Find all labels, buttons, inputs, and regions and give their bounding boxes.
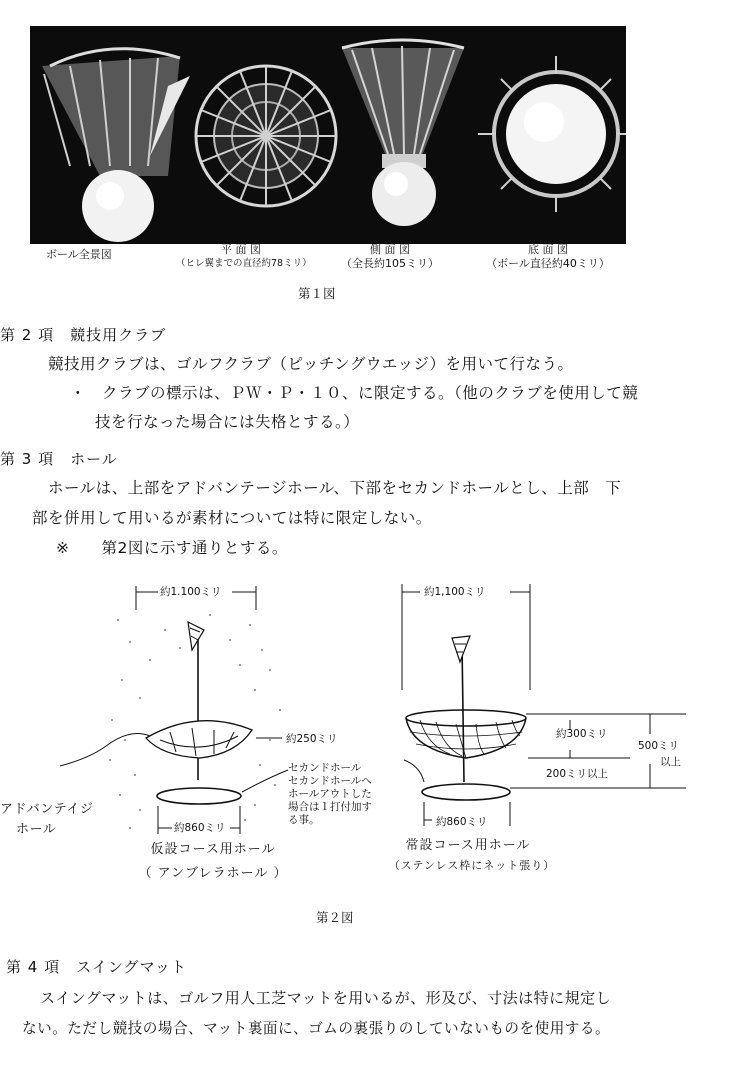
section-2-line-2: ・ クラブの標示は、ＰＷ・Ｐ・１０、に限定する。（他のクラブを使用して競 bbox=[70, 384, 639, 402]
section-4-line-1: スイングマットは、ゴルフ用人工芝マットを用いるが、形及び、寸法は特に規定し bbox=[40, 989, 612, 1007]
section-3-heading: 第 3 項 ホール bbox=[0, 450, 118, 468]
permanent-hole-caption-sub: （ステンレス枠にネット張り） bbox=[388, 859, 556, 872]
permanent-hole-caption: 常設コース用ホール bbox=[405, 838, 531, 853]
caption-plan-view bbox=[176, 243, 312, 271]
caption-plan-view-title: 平 面 図 bbox=[221, 243, 261, 256]
umbrella-height: 約250ミリ bbox=[286, 733, 338, 745]
caption-side-view-title: 側 面 図 bbox=[370, 243, 410, 256]
umbrella-hole-caption-sub: （ アンブレラホール ） bbox=[138, 866, 288, 881]
section-2-heading: 第 2 項 競技用クラブ bbox=[0, 326, 167, 344]
umbrella-top-width: 約1.100ミリ bbox=[160, 586, 222, 598]
total-height: 500ミリ bbox=[638, 740, 680, 752]
basket-height: 約300ミリ bbox=[556, 728, 608, 740]
section-3-line-3: ※ 第2図に示す通りとする。 bbox=[56, 539, 288, 557]
note-line-4: 場合は１打付加す bbox=[288, 801, 372, 813]
caption-side-view bbox=[330, 243, 450, 271]
section-2-line-1: 競技用クラブは、ゴルフクラブ（ピッチングウエッジ）を用いて行なう。 bbox=[48, 355, 574, 373]
total-height-2: 以上 bbox=[660, 756, 681, 768]
section-3-line-1: ホールは、上部をアドバンテージホール、下部をセカンドホールとし、上部 下 bbox=[48, 479, 622, 497]
section-4-heading: 第 4 項 スイングマット bbox=[6, 958, 187, 976]
figure-2-label: 第２図 bbox=[316, 910, 354, 925]
section-2-line-3: 技を行なった場合には失格とする。） bbox=[95, 413, 360, 431]
figure-1-label: 第１図 bbox=[298, 286, 336, 301]
section-3-line-2: 部を併用して用いるが素材については特に限定しない。 bbox=[32, 509, 432, 527]
caption-bottom-view bbox=[478, 243, 618, 271]
advantage-hole-label-2: ホール bbox=[16, 822, 57, 837]
note-line-1: セカンドホール bbox=[288, 762, 362, 774]
shuttle-bottom-view bbox=[478, 56, 626, 212]
note-line-3: ホールアウトした bbox=[288, 788, 372, 800]
permanent-bottom-width: 約860ミリ bbox=[436, 816, 488, 828]
permanent-hole bbox=[402, 584, 686, 826]
umbrella-bottom-width: 約860ミリ bbox=[174, 822, 226, 834]
umbrella-hole-caption: 仮設コース用ホール bbox=[150, 842, 276, 857]
second-hole-note bbox=[288, 762, 372, 827]
caption-side-view-sub: （全長約105ミリ） bbox=[341, 257, 439, 270]
figure-2-drawing bbox=[0, 570, 744, 870]
caption-full-view bbox=[46, 248, 112, 262]
caption-full-view-title: ボール全景図 bbox=[46, 248, 112, 261]
umbrella-hole bbox=[60, 586, 288, 834]
advantage-hole-label-1: アドバンテイジ bbox=[0, 802, 94, 817]
pole-height: 200ミリ以上 bbox=[546, 768, 609, 780]
shuttlecock-photos bbox=[30, 26, 626, 244]
section-4-line-2: ない。ただし競技の場合、マット裏面に、ゴムの裏張りのしていないものを使用する。 bbox=[22, 1020, 611, 1037]
caption-plan-view-sub: （ヒレ翼までの直径約78ミリ） bbox=[176, 258, 312, 269]
caption-bottom-view-title: 底 面 図 bbox=[528, 243, 568, 256]
note-line-5: る事。 bbox=[288, 814, 320, 826]
caption-bottom-view-sub: （ボール直径約40ミリ） bbox=[486, 257, 610, 270]
permanent-top-width: 約1,100ミリ bbox=[424, 586, 486, 598]
shuttle-plan-view bbox=[196, 66, 336, 206]
figure-1-photo-panel bbox=[30, 26, 626, 244]
shuttle-side-view bbox=[342, 40, 464, 226]
shuttle-full-view bbox=[42, 49, 190, 242]
note-line-2: セカンドホールへ bbox=[288, 775, 372, 787]
